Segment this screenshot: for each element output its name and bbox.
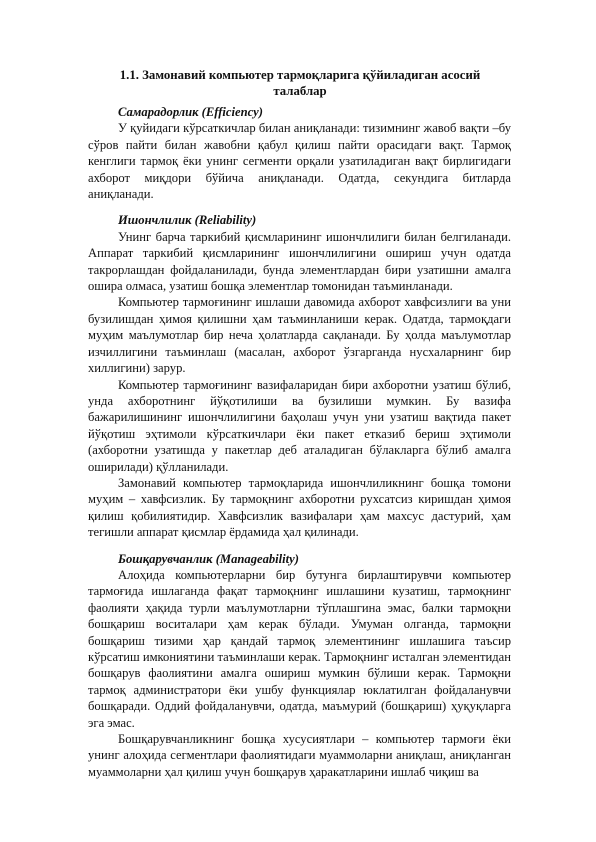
section-manageability bbox=[88, 551, 511, 781]
paragraph: Компьютер тармоғининг ишлаши давомида ахборот хавфсизлиги ва уни бузилишдан ҳимоя қилишни ҳам таъминланиши керак. Одатда, тармоқдаги муҳим маълумотлар бир неча ҳолатларда сақланади. Бу ҳолда маълумотлар изчиллигини таъминлаш (масалан, ахборот ўзгарганда нусхаларнинг бир хиллигини) зарур. bbox=[88, 295, 511, 376]
section-heading: Самарадорлик (Efficiency) bbox=[118, 105, 263, 119]
section-reliability bbox=[88, 212, 511, 540]
paragraph: У қуйидаги кўрсаткичлар билан аниқланади: тизимнинг жавоб вақти –бу сўров пайти билан жавобни қабул қилиш пайти орасидаги вақт. Тармоқ кенглиги тармоқ ёки унинг сегменти орқали узатиладиган вақт бирлигидаги ахборот миқдори бўйича аниқланади. Одатда, секундига битларда аниқланади. bbox=[88, 121, 511, 202]
section-heading: Бошқарувчанлик (Manageability) bbox=[118, 551, 299, 566]
paragraph: Замонавий компьютер тармоқларида ишончлиликнинг бошқа томони муҳим – хавфсизлик. Бу тармоқнинг ахборотни рухсатсиз киришдан ҳимоя қилиш қобилиятидир. Хавфсизлик вазифалари ҳам махсус дастурий, ҳам тегишли аппарат қисмлар ёрдамида ҳал қилинади. bbox=[88, 475, 511, 540]
document-body bbox=[88, 104, 511, 790]
section-efficiency bbox=[88, 104, 511, 202]
paragraph: Компьютер тармоғининг вазифаларидан бири ахборотни узатиш бўлиб, унда ахборотнинг йўқотилиши ва бузилиши мумкин. Бу вазифа бажарилишининг ишончлилигини баҳолаш учун уни узатиш вақтида пакет йўқотиш эҳтимоли кўрсаткичлари ёки пакет етказиб бериш эҳтимоли (ахборотни узатишда у пакетлар деб аталадиган бўлакларга бўлиб амалга оширилади) қўлланилади. bbox=[88, 377, 511, 474]
paragraph: Бошқарувчанликнинг бошқа хусусиятлари – компьютер тармоғи ёки унинг алоҳида сегментлари фаолиятидаги муаммоларни аниқлаш, аниқланган муаммоларни ҳал қилиш учун бошқарув ҳаракатларини ишлаб чиқиш ва bbox=[88, 732, 511, 779]
paragraph: Унинг барча таркибий қисмларининг ишончлилиги билан белгиланади. Аппарат таркибий қисмларининг ишончлилигини ошириш учун одатда такрорлашдан фойдаланилади, бунда элементлардан бири узатишни амалга ошира олмаса, узатиш бошқа элементлар томонидан таъминланади. bbox=[88, 229, 511, 294]
section-heading: Ишончлилик (Reliability) bbox=[118, 213, 257, 228]
section-title: 1.1. Замонавий компьютер тармоқларига қўйиладиган асосий талаблар bbox=[119, 68, 481, 98]
paragraph: Алоҳида компьютерларни бир бутунга бирлаштирувчи компьютер тармоғида ишлаганда фақат тармоқнинг ишлашини кузатиш, тармоқнинг фаолияти ҳақида турли маълумотларни тўплашгина эмас, балки тармоқни бошқариш воситалари ҳам керак бўлади. Умуман олганда, тармоқни бошқариш тизими ҳар қандай тармоқ элементининг ишлашига таъсир кўрсатиш имкониятини таъминлаши керак. Тармоқнинг исталган элементидан бошқарув фаолиятини амалга ошириш мумкин бўлиши керак. Тармоқни тармоқ администратори ёки ушбу функциялар юклатилган фойдаланувчи бошқаради. Оддий фойдаланувчи, одатда, маъмурий (бошқариш) ҳуқуқларга эга эмас. bbox=[88, 567, 511, 730]
